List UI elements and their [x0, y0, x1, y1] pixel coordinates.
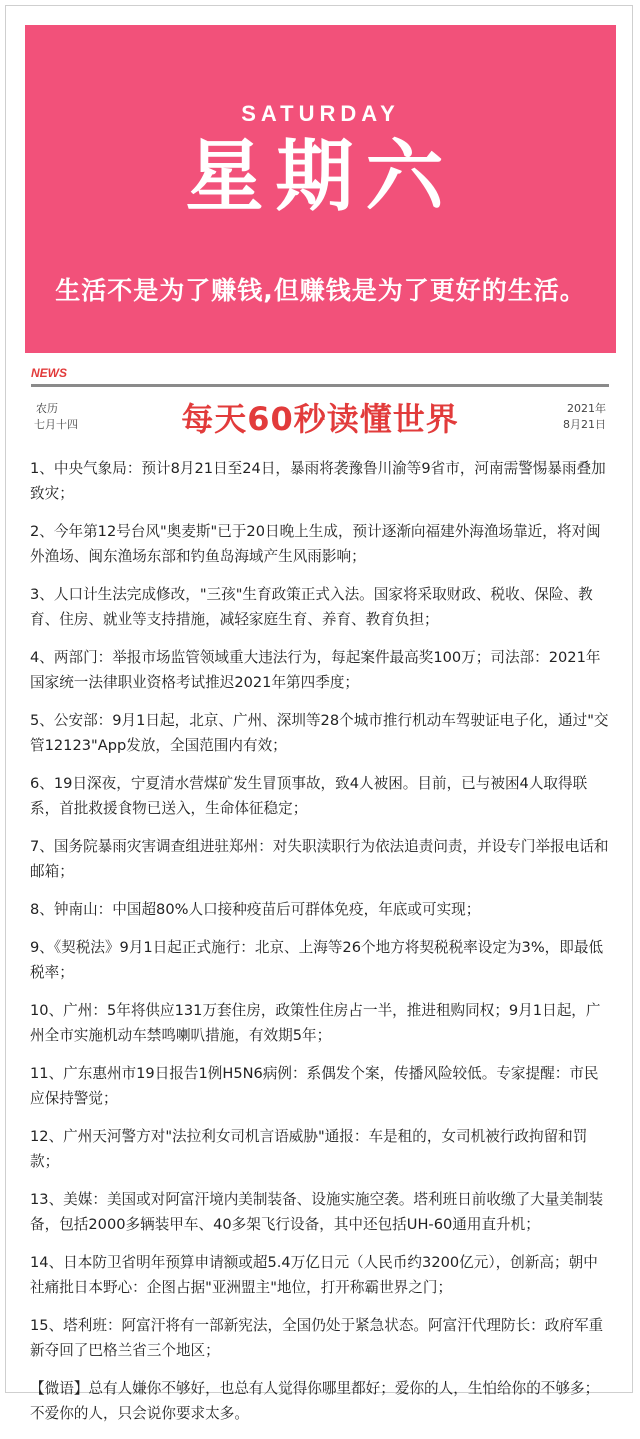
lunar-date: 七月十四 [34, 418, 78, 431]
lunar-label: 农历 [36, 402, 58, 415]
news-item-14: 14、日本防卫省明年预算申请额或超5.4万亿日元（人民币约3200亿元），创新高；朝中社痛批日本野心：企图占据"亚洲盟主"地位，打开称霸世界之门； [30, 1254, 598, 1296]
header-divider [31, 384, 609, 387]
news-item-4: 4、两部门：举报市场监管领域重大违法行为，每起案件最高奖100万；司法部：2021年国家统一法律职业资格考试推迟2021年第四季度； [30, 649, 601, 691]
page-title: 每天60秒读懂世界 [181, 400, 459, 438]
news-item-13: 13、美媒：美国或对阿富汗境内美制装备、设施实施空袭。塔利班日前收缴了大量美制装备，包括2000多辆装甲车、40多架飞行设备，其中还包括UH-60通用直升机； [30, 1191, 604, 1233]
day-chinese: 星期六 [185, 132, 456, 222]
news-item-3: 3、人口计生法完成修改，"三孩"生育政策正式入法。国家将采取财政、税收、保险、教育、住房、就业等支持措施，减轻家庭生育、养育、教育负担； [30, 586, 593, 628]
news-list [30, 456, 612, 1439]
news-item-6: 6、19日深夜，宁夏清水营煤矿发生冒顶事故，致4人被困。目前，已与被困4人取得联系，首批救援食物已送入，生命体征稳定； [30, 775, 588, 817]
news-item-12: 12、广州天河警方对"法拉利女司机言语威胁"通报：车是租的，女司机被行政拘留和罚款； [30, 1128, 588, 1170]
news-item-15: 15、塔利班：阿富汗将有一部新宪法，全国仍处于紧急状态。阿富汗代理防长：政府军重新夺回了巴格兰省三个地区； [30, 1317, 604, 1359]
news-tag: NEWS [31, 366, 67, 380]
news-item-10: 10、广州：5年将供应131万套住房，政策性住房占一半，推进租购同权；9月1日起，广州全市实施机动车禁鸣喇叭措施，有效期5年； [30, 1002, 601, 1044]
news-item-7: 7、国务院暴雨灾害调查组进驻郑州：对失职渎职行为依法追责问责，并设专门举报电话和邮箱； [30, 838, 609, 880]
weekday-banner [25, 25, 616, 353]
daily-quote: 【微语】总有人嫌你不够好，也总有人觉得你哪里都好；爱你的人，生怕给你的不够多；不爱你的人，只会说你要求太多。 [30, 1380, 600, 1422]
news-item-9: 9、《契税法》9月1日起正式施行：北京、上海等26个地方将契税税率设定为3%，即最低税率； [30, 939, 604, 981]
news-item-2: 2、今年第12号台风"奥麦斯"已于20日晚上生成，预计逐渐向福建外海渔场靠近，将对闽外渔场、闽东渔场东部和钓鱼岛海域产生风雨影响； [30, 523, 601, 565]
date-year: 2021年 [567, 402, 606, 415]
news-item-1: 1、中央气象局：预计8月21日至24日，暴雨将袭豫鲁川渝等9省市，河南需警惕暴雨叠加致灾； [30, 460, 606, 502]
news-item-5: 5、公安部：9月1日起，北京、广州、深圳等28个城市推行机动车驾驶证电子化，通过"交管12123"App发放，全国范围内有效； [30, 712, 609, 754]
day-english: SATURDAY [241, 101, 400, 126]
lunar-date-block [34, 401, 78, 433]
banner-motto: 生活不是为了赚钱,但赚钱是为了更好的生活。 [55, 276, 586, 305]
news-item-8: 8、钟南山：中国超80%人口接种疫苗后可群体免疫，年底或可实现； [30, 901, 481, 918]
news-item-11: 11、广东惠州市19日报告1例H5N6病例：系偶发个案，传播风险较低。专家提醒：市民应保持警觉； [30, 1065, 599, 1107]
gregorian-date-block [563, 401, 606, 433]
date-day: 8月21日 [563, 418, 606, 431]
